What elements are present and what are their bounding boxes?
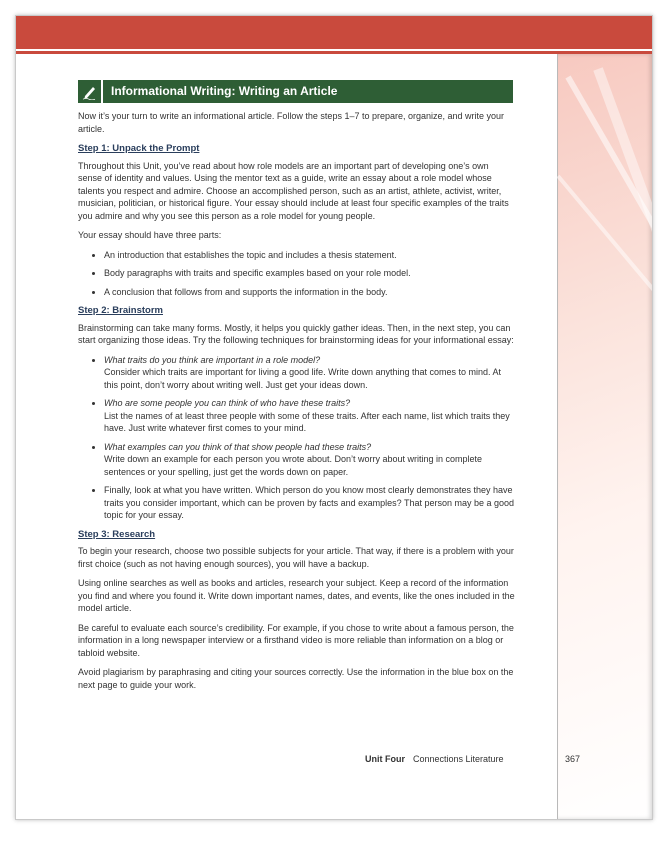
list-item: • An introduction that establishes the topic and includes a thesis statement. xyxy=(104,249,515,262)
brainstorm-question: • What examples can you think of that show people had these traits? xyxy=(104,441,372,452)
step2-paragraph: Brainstorming can take many forms. Mostly, it helps you quickly gather ideas. Then, in the next step, you can start organizing those ideas. Try the following techniques for brainstorming ideas for your informational essay: xyxy=(78,322,514,345)
page-number: 367 xyxy=(565,754,581,764)
list-item: • A conclusion that follows from and supports the information in the body. xyxy=(104,286,515,299)
step1-heading: Step 1: Unpack the Prompt xyxy=(78,143,200,154)
step1-parts-intro: Your essay should have three parts: xyxy=(78,230,222,240)
section-header xyxy=(78,80,513,103)
step3-paragraph: Avoid plagiarism by paraphrasing and citing your sources correctly. Use the information in the blue box on the next page to guide your work. xyxy=(78,667,514,690)
step3-paragraph: Be careful to evaluate each source’s credibility. For example, if you chose to write about a famous person, the information in a long newspaper interview or a firsthand video is more reliable than information on a blog or tabloid website. xyxy=(78,622,514,658)
side-decoration xyxy=(557,54,653,819)
list-item: • Body paragraphs with traits and specific examples based on your role model. xyxy=(104,267,515,280)
pen-icon xyxy=(78,80,103,103)
list-item xyxy=(104,354,515,392)
step3-paragraph: To begin your research, choose two possible subjects for your article. That way, if there is a problem with your first choice (such as not having enough sources), you will have a backup. xyxy=(78,546,514,569)
list-item xyxy=(104,441,515,479)
brainstorm-text: Consider which traits are important for living a good life. Write down anything that comes to mind. At this point, don’t worry about writing well. Just get your ideas down. xyxy=(104,367,502,390)
step1-paragraph: Throughout this Unit, you’ve read about how role models are an important part of developing one’s own sense of identity and values. Using the mentor text as a guide, write an essay about a role model whose talents you respect and admire. Choose an accomplished person, such as an artist, athlete, activist, writer, musician, politician, or historical figure. Your essay should include at least four specific examples of the traits you admire and why you see this person as a role model for young people. xyxy=(78,160,509,221)
main-content xyxy=(78,110,515,698)
step1-list xyxy=(78,249,515,299)
brainstorm-question: • What traits do you think are important in a role model? xyxy=(104,354,321,365)
step2-list xyxy=(78,354,515,522)
page-footer xyxy=(365,754,504,764)
step3-heading: Step 3: Research xyxy=(78,528,156,540)
brainstorm-text: List the names of at least three people with some of these traits. After each name, list which traits they have. Just write whatever first comes to your mind. xyxy=(104,410,510,433)
brainstorm-question: • Who are some people you can think of who have these traits? xyxy=(104,398,351,408)
top-banner xyxy=(16,16,652,49)
brainstorm-text: Finally, look at what you have written. Which person do you know most clearly demonstrates they have traits you consider important, which can be proven by facts and examples? That person may be a good topic for your essay. xyxy=(104,485,515,520)
footer-unit: Unit Four xyxy=(365,754,405,764)
step2-heading: Step 2: Brainstorm xyxy=(78,305,163,316)
brainstorm-text: Write down an example for each person you wrote about. Don’t worry about writing in complete sentences or your spelling, just get the words down on paper. xyxy=(104,454,483,477)
list-item xyxy=(104,397,515,435)
intro-paragraph: Now it’s your turn to write an informational article. Follow the steps 1–7 to prepare, organize, and write your article. xyxy=(78,111,505,134)
list-item xyxy=(104,484,515,522)
section-title: Informational Writing: Writing an Article xyxy=(111,84,338,98)
footer-book: Connections Literature xyxy=(413,754,504,764)
step3-paragraph: Using online searches as well as books and articles, research your subject. Keep a record of the information you find and where you found it. Write down important names, dates, and events, like the ones included in the model article. xyxy=(78,578,515,613)
